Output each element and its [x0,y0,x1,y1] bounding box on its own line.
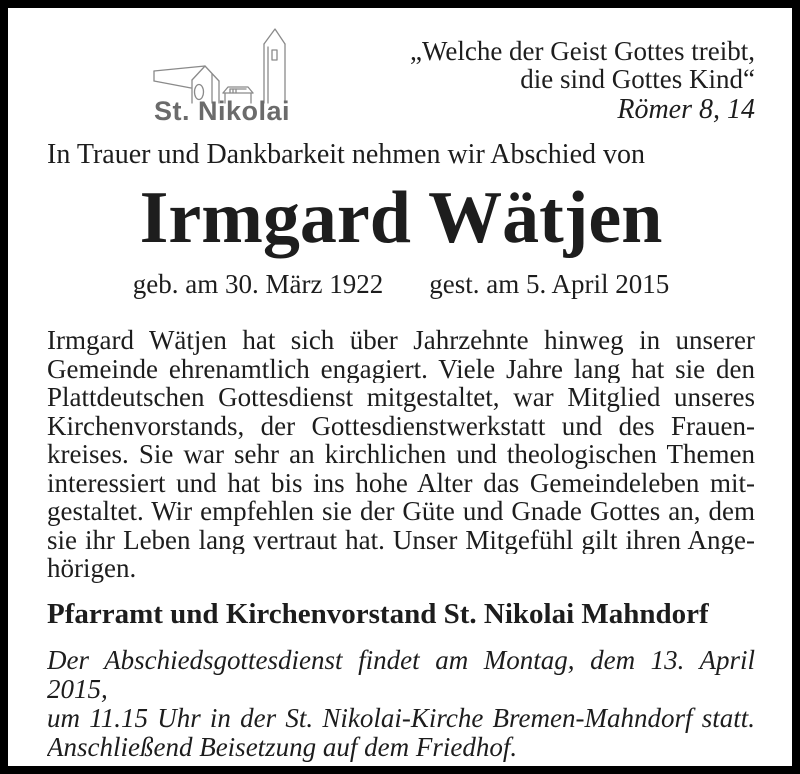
text-line: Irmgard Wätjen hat sich über Jahrzehnte hinweg in unserer [47,326,755,355]
quote-line-2: die sind Gottes Kind“ [520,64,755,94]
text-line: interessiert und hat bis ins hohe Alter das Gemeindeleben mit- [47,468,755,497]
text-line: Kirchenvorstands, der Gottesdienstwerkstatt und des Frauen- [47,411,755,440]
intro-line: In Trauer und Dankbarkeit nehmen wir Abschied von [47,139,645,170]
scripture-quote [410,26,755,124]
text-line: hörigen. [47,554,137,583]
birth-date: geb. am 30. März 1922 [132,269,384,299]
deceased-name: Irmgard Wätjen [139,177,663,259]
text-line: gestaltet. Wir empfehlen sie der Güte und Gnade Gottes an, dem [47,497,755,526]
text-line: sie ihr Leben lang vertraut hat. Unser Mitgefühl gilt ihren Ange- [47,525,755,554]
church-silhouette-icon [148,26,296,104]
church-logo [147,26,297,124]
text-line: Der Abschiedsgottesdienst findet am Montag, dem 13. April 2015, [47,645,755,704]
text-line: Anschließend Beisetzung auf dem Friedhof. [47,732,518,762]
church-name: St. Nikolai [153,96,291,126]
header [47,26,755,128]
quote-line-1: „Welche der Geist Gottes treibt, [410,36,755,66]
obituary-paragraph [47,326,755,583]
text-line: kreises. Sie war sehr an kirchlichen und theologischen Themen [47,440,755,469]
text-line: Gemeinde ehrenamtlich engagiert. Viele Jahre lang hat sie den [47,354,755,383]
service-info [47,646,755,762]
death-date: gest. am 5. April 2015 [429,269,670,299]
text-line: um 11.15 Uhr in der St. Nikolai-Kirche Bremen-Mahndorf statt. [47,703,755,733]
signature-line: Pfarramt und Kirchenvorstand St. Nikolai Mahndorf [47,597,709,630]
scripture-reference: Römer 8, 14 [617,94,755,125]
text-line: Plattdeutschen Gottesdienst mitgestaltet, war Mitglied unseres [47,383,755,412]
dates-row [47,268,755,300]
